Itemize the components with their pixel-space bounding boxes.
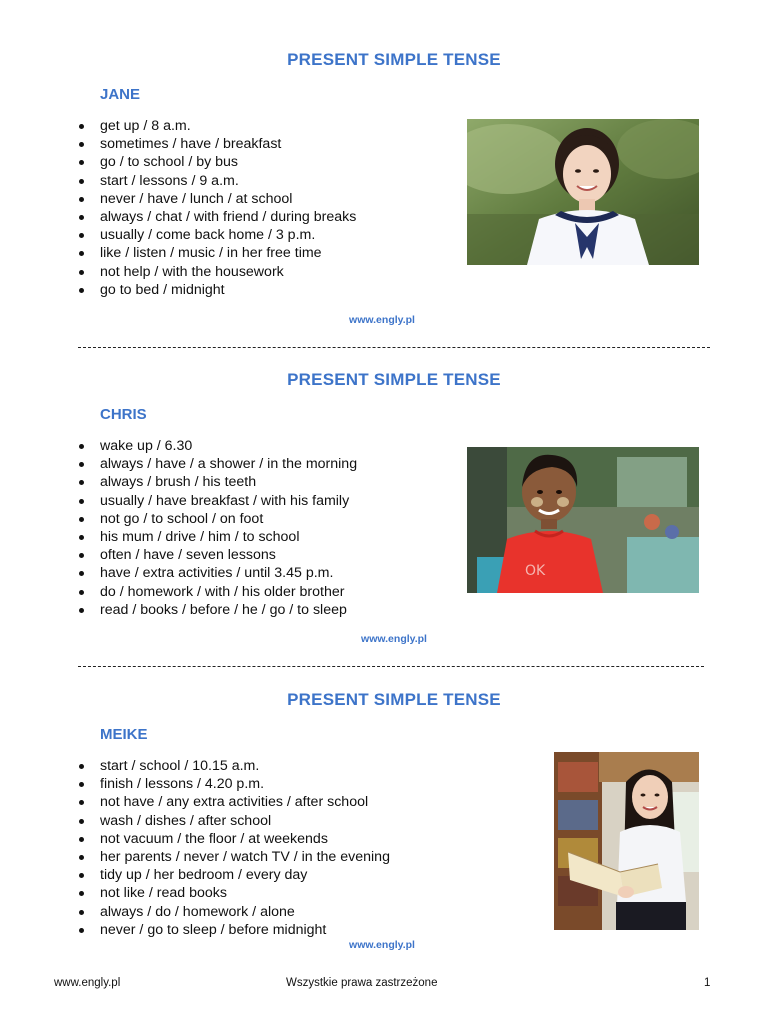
photo-meike xyxy=(554,752,699,930)
footer-website: www.engly.pl xyxy=(54,977,121,989)
student-name: CHRIS xyxy=(100,406,147,423)
list-item: never / go to sleep / before midnight xyxy=(78,921,390,939)
activity-list xyxy=(78,757,390,939)
list-item: sometimes / have / breakfast xyxy=(78,135,356,153)
list-item: always / chat / with friend / during breaks xyxy=(78,208,356,226)
list-item: her parents / never / watch TV / in the evening xyxy=(78,848,390,866)
list-item: not go / to school / on foot xyxy=(78,510,357,528)
student-name: MEIKE xyxy=(100,726,148,743)
website-label: www.engly.pl xyxy=(349,314,415,326)
list-item: usually / come back home / 3 p.m. xyxy=(78,226,356,244)
list-item: not help / with the housework xyxy=(78,263,356,281)
footer-copyright: Wszystkie prawa zastrzeżone xyxy=(286,977,438,989)
section-divider xyxy=(78,347,710,348)
activity-list xyxy=(78,437,357,619)
list-item: start / school / 10.15 a.m. xyxy=(78,757,390,775)
list-item: do / homework / with / his older brother xyxy=(78,583,357,601)
list-item: read / books / before / he / go / to sleep xyxy=(78,601,357,619)
list-item: always / have / a shower / in the morning xyxy=(78,455,357,473)
list-item: get up / 8 a.m. xyxy=(78,117,356,135)
list-item: start / lessons / 9 a.m. xyxy=(78,172,356,190)
list-item: never / have / lunch / at school xyxy=(78,190,356,208)
photo-chris xyxy=(467,447,699,593)
list-item: tidy up / her bedroom / every day xyxy=(78,866,390,884)
list-item: always / brush / his teeth xyxy=(78,473,357,491)
list-item: wash / dishes / after school xyxy=(78,812,390,830)
list-item: not like / read books xyxy=(78,884,390,902)
list-item: like / listen / music / in her free time xyxy=(78,244,356,262)
list-item: wake up / 6.30 xyxy=(78,437,357,455)
list-item: go / to school / by bus xyxy=(78,153,356,171)
list-item: usually / have breakfast / with his family xyxy=(78,492,357,510)
page-number: 1 xyxy=(704,977,711,989)
activity-list xyxy=(78,117,356,299)
section-title: PRESENT SIMPLE TENSE xyxy=(287,690,501,709)
list-item: finish / lessons / 4.20 p.m. xyxy=(78,775,390,793)
list-item: often / have / seven lessons xyxy=(78,546,357,564)
photo-jane xyxy=(467,119,699,265)
list-item: go to bed / midnight xyxy=(78,281,356,299)
list-item: always / do / homework / alone xyxy=(78,903,390,921)
section-divider xyxy=(78,666,704,667)
website-label: www.engly.pl xyxy=(349,939,415,951)
list-item: not vacuum / the floor / at weekends xyxy=(78,830,390,848)
list-item: have / extra activities / until 3.45 p.m. xyxy=(78,564,357,582)
svg-text:OK: OK xyxy=(525,563,546,579)
list-item: his mum / drive / him / to school xyxy=(78,528,357,546)
list-item: not have / any extra activities / after school xyxy=(78,793,390,811)
section-title: PRESENT SIMPLE TENSE xyxy=(287,50,501,69)
website-label: www.engly.pl xyxy=(361,633,427,645)
section-title: PRESENT SIMPLE TENSE xyxy=(287,370,501,389)
student-name: JANE xyxy=(100,86,141,103)
